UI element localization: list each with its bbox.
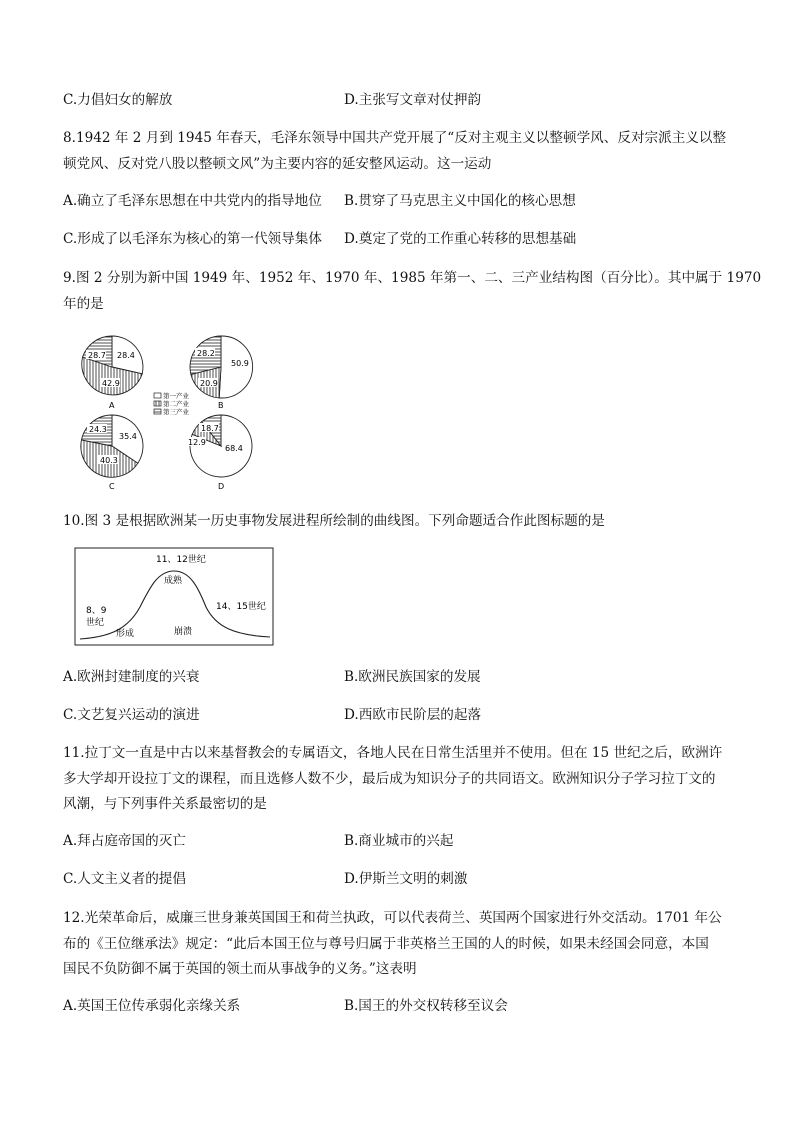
q8-option-c: C.形成了以毛泽东为核心的第一代领导集体 (63, 231, 322, 247)
q12-stem-line1: 12.光荣革命后，威廉三世身兼英国国王和荷兰执政，可以代表荷兰、英国两个国家进行外交活动。1701 年公 (63, 910, 722, 926)
pie-b-secondary-value: 20.9 (200, 379, 218, 388)
q8-stem-line1: 8.1942 年 2 月到 1945 年春天，毛泽东领导中国共产党开展了“反对主观主义以整顿学风、反对宗派主义以整 (63, 130, 727, 146)
q12-option-b: B.国王的外交权转移至议会 (344, 998, 508, 1014)
rise-stage-label: 形成 (116, 629, 135, 639)
q10-option-b: B.欧洲民族国家的发展 (344, 669, 481, 685)
pie-c-label: C (109, 482, 115, 491)
q11-stem-line2: 多大学却开设拉丁文的课程，而且选修人数不少，最后成为知识分子的共同语文。欧洲知识分子学习拉丁文的 (63, 771, 716, 787)
legend-secondary-swatch (154, 401, 161, 406)
pie-c-primary-value: 35.4 (119, 432, 137, 441)
legend-tertiary-label: 第三产业 (163, 408, 189, 416)
pie-b-label: B (218, 401, 224, 410)
pie-c-tertiary-value: 24.3 (89, 425, 107, 434)
peak-stage-label: 成熟 (164, 576, 183, 586)
legend-tertiary-swatch (154, 409, 161, 414)
q10-option-c: C.文艺复兴运动的演进 (63, 707, 200, 723)
q8-stem-line2: 顿党风、反对党八股以整顿文风”为主要内容的延安整风运动。这一运动 (63, 156, 492, 172)
right-time-label: 14、15世纪 (216, 602, 266, 612)
q10-option-d: D.西欧市民阶层的起落 (344, 707, 482, 723)
q11-option-c: C.人文主义者的提倡 (63, 871, 186, 887)
pie-a-primary-value: 28.4 (117, 351, 135, 360)
q12-stem-line3: 国民不负防御不属于英国的领土而从事战争的义务。”这表明 (63, 961, 417, 977)
pie-d-label: D (218, 482, 225, 491)
q8-option-d: D.奠定了党的工作重心转移的思想基础 (344, 231, 577, 247)
pie-c-secondary-value: 40.3 (100, 456, 118, 465)
pie-a (82, 336, 143, 410)
pie-a-label: A (109, 401, 115, 410)
pie-c (81, 415, 143, 491)
q12-stem-line2: 布的《王位继承法》规定：“此后本国王位与尊号归属于非英格兰王国的人的时候，如果未经国会同意，本国 (63, 936, 709, 952)
q7-option-c: C.力倡妇女的解放 (63, 92, 173, 108)
pie-legend (154, 391, 190, 416)
fall-stage-label: 崩溃 (174, 627, 193, 637)
q10-option-a: A.欧洲封建制度的兴衰 (63, 669, 200, 685)
left-time-label-2: 世纪 (86, 618, 105, 628)
q8-option-b: B.贯穿了马克思主义中国化的核心思想 (344, 193, 576, 209)
industry-structure-pie-figure (74, 333, 274, 497)
development-curve-figure (74, 547, 274, 647)
legend-primary-label: 第一产业 (163, 392, 189, 400)
pie-d-secondary-value: 12.9 (188, 438, 206, 447)
pie-b-primary-value: 50.9 (231, 359, 249, 368)
legend-secondary-label: 第二产业 (163, 400, 189, 408)
peak-time-label: 11、12世纪 (156, 555, 206, 565)
q8-option-a: A.确立了毛泽东思想在中共党内的指导地位 (63, 193, 322, 209)
q11-option-a: A.拜占庭帝国的灭亡 (63, 833, 186, 849)
pie-a-secondary-value: 42.9 (102, 379, 120, 388)
pie-b (190, 336, 253, 410)
left-time-label-1: 8、9 (86, 606, 107, 616)
q10-stem: 10.图 3 是根据欧洲某一历史事物发展进程所绘制的曲线图。下列命题适合作此图标题的是 (63, 513, 605, 529)
pie-d (186, 415, 252, 491)
q9-stem-line2: 年的是 (63, 296, 104, 312)
q11-option-b: B.商业城市的兴起 (344, 833, 454, 849)
legend-primary-swatch (154, 393, 161, 398)
pie-d-primary-value: 68.4 (225, 444, 243, 453)
q11-stem-line1: 11.拉丁文一直是中古以来基督教会的专属语文，各地人民在日常生活里并不使用。但在 15 世纪之后，欧洲许 (63, 745, 723, 761)
q11-option-d: D.伊斯兰文明的刺激 (344, 871, 468, 887)
pie-b-tertiary-value: 28.2 (197, 349, 215, 358)
q9-stem-line1: 9.图 2 分别为新中国 1949 年、1952 年、1970 年、1985 年第一、二、三产业结构图（百分比）。其中属于 1970 (63, 270, 762, 286)
pie-d-tertiary-value: 18.7 (201, 424, 219, 433)
q7-option-d: D.主张写文章对仗押韵 (344, 92, 482, 108)
q11-stem-line3: 风潮，与下列事件关系最密切的是 (63, 796, 267, 812)
q12-option-a: A.英国王位传承弱化亲缘关系 (63, 998, 241, 1014)
pie-a-tertiary-value: 28.7 (88, 351, 106, 360)
